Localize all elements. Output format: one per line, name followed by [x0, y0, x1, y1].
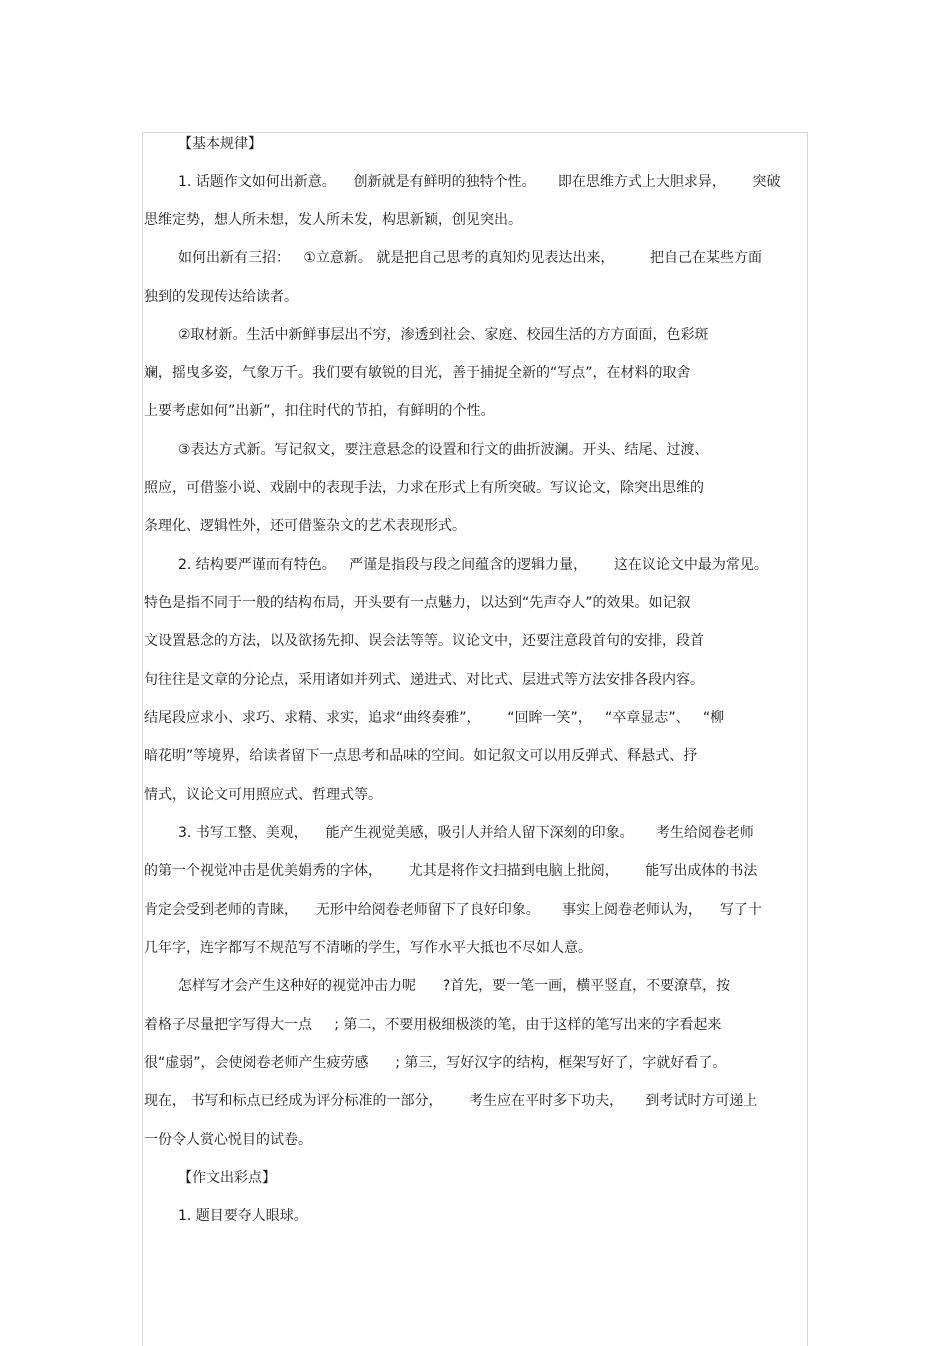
text-line: 上要考虑如何”出新”，扣住时代的节拍，有鲜明的个性。	[144, 403, 495, 419]
text-line: 怎样写才会产生这种好的视觉冲击力呢 ?首先，要一笔一画，横平竖直，不要潦草，按	[178, 978, 731, 994]
text-line: 情式，议论文可用照应式、哲理式等。	[144, 787, 382, 803]
section-heading: 【基本规律】	[178, 136, 262, 152]
text-line: ②取材新。生活中新鲜事层出不穷，渗透到社会、家庭、校园生活的方方面面，色彩斑	[178, 327, 709, 343]
text-line: 3. 书写工整、美观， 能产生视觉美感，吸引人并给人留下深刻的印象。 考生给阅卷老师	[178, 825, 754, 841]
text-line: 如何出新有三招： ①立意新。 就是把自己思考的真知灼见表达出来， 把自己在某些方面	[178, 250, 762, 266]
section-heading: 【作文出彩点】	[178, 1170, 276, 1186]
text-line: 的第一个视觉冲击是优美娟秀的字体， 尤其是将作文扫描到电脑上批阅， 能写出成体的书法	[144, 863, 758, 879]
text-line: 句往往是文章的分论点，采用诸如并列式、递进式、对比式、层进式等方法安排各段内容。	[144, 672, 704, 688]
text-line: 特色是指不同于一般的结构布局，开头要有一点魅力，以达到“先声夺人”的效果。如记叙	[144, 595, 691, 611]
text-line: 1. 话题作文如何出新意。 创新就是有鲜明的独特个性。 即在思维方式上大胆求异， 突破	[178, 174, 781, 190]
text-line: 文设置悬念的方法，以及欲扬先抑、误会法等等。议论文中，还要注意段首句的安排，段首	[144, 633, 704, 649]
text-line: ③表达方式新。写记叙文，要注意悬念的设置和行文的曲折波澜。开头、结尾、过渡、	[178, 442, 709, 458]
text-line: 几年字，连字都写不规范写不清晰的学生，写作水平大抵也不尽如人意。	[144, 940, 592, 956]
text-line: 独到的发现传达给读者。	[144, 289, 298, 305]
text-line: 着格子尽量把字写得大一点 ; 第二，不要用极细极淡的笔，由于这样的笔写出来的字看起来	[144, 1017, 722, 1033]
text-line: 斓，摇曳多姿，气象万千。我们要有敏锐的目光，善于捕捉全新的“写点”，在材料的取舍	[144, 365, 691, 381]
text-line: 现在， 书写和标点已经成为评分标准的一部分， 考生应在平时多下功夫， 到考试时方可递上	[144, 1093, 758, 1109]
text-line: 暗花明”等境界，给读者留下一点思考和品味的空间。如记叙文可以用反弹式、释悬式、抒	[144, 748, 698, 764]
text-line: 1. 题目要夺人眼球。	[178, 1208, 308, 1224]
text-line: 肯定会受到老师的青睐， 无形中给阅卷老师留下了良好印象。 事实上阅卷老师认为， 写了十	[144, 902, 762, 918]
page-frame	[142, 132, 808, 1346]
text-line: 条理化、逻辑性外，还可借鉴杂文的艺术表现形式。	[144, 518, 466, 534]
text-line: 结尾段应求小、求巧、求精、求实，追求“曲终奏雅”， “回眸一笑”， “卒章显志”、 “柳	[144, 710, 725, 726]
text-line: 2. 结构要严谨而有特色。 严谨是指段与段之间蕴含的逻辑力量， 这在议论文中最为常见。	[178, 557, 768, 573]
text-line: 照应，可借鉴小说、戏剧中的表现手法，力求在形式上有所突破。写议论文，除突出思维的	[144, 480, 704, 496]
text-line: 一份令人赏心悦目的试卷。	[144, 1132, 312, 1148]
text-line: 很“虚弱”，会使阅卷老师产生疲劳感 ; 第三，写好汉字的结构，框架写好了，字就好看了。	[144, 1055, 727, 1071]
text-line: 思维定势，想人所未想，发人所未发，构思新颖，创见突出。	[144, 212, 522, 228]
